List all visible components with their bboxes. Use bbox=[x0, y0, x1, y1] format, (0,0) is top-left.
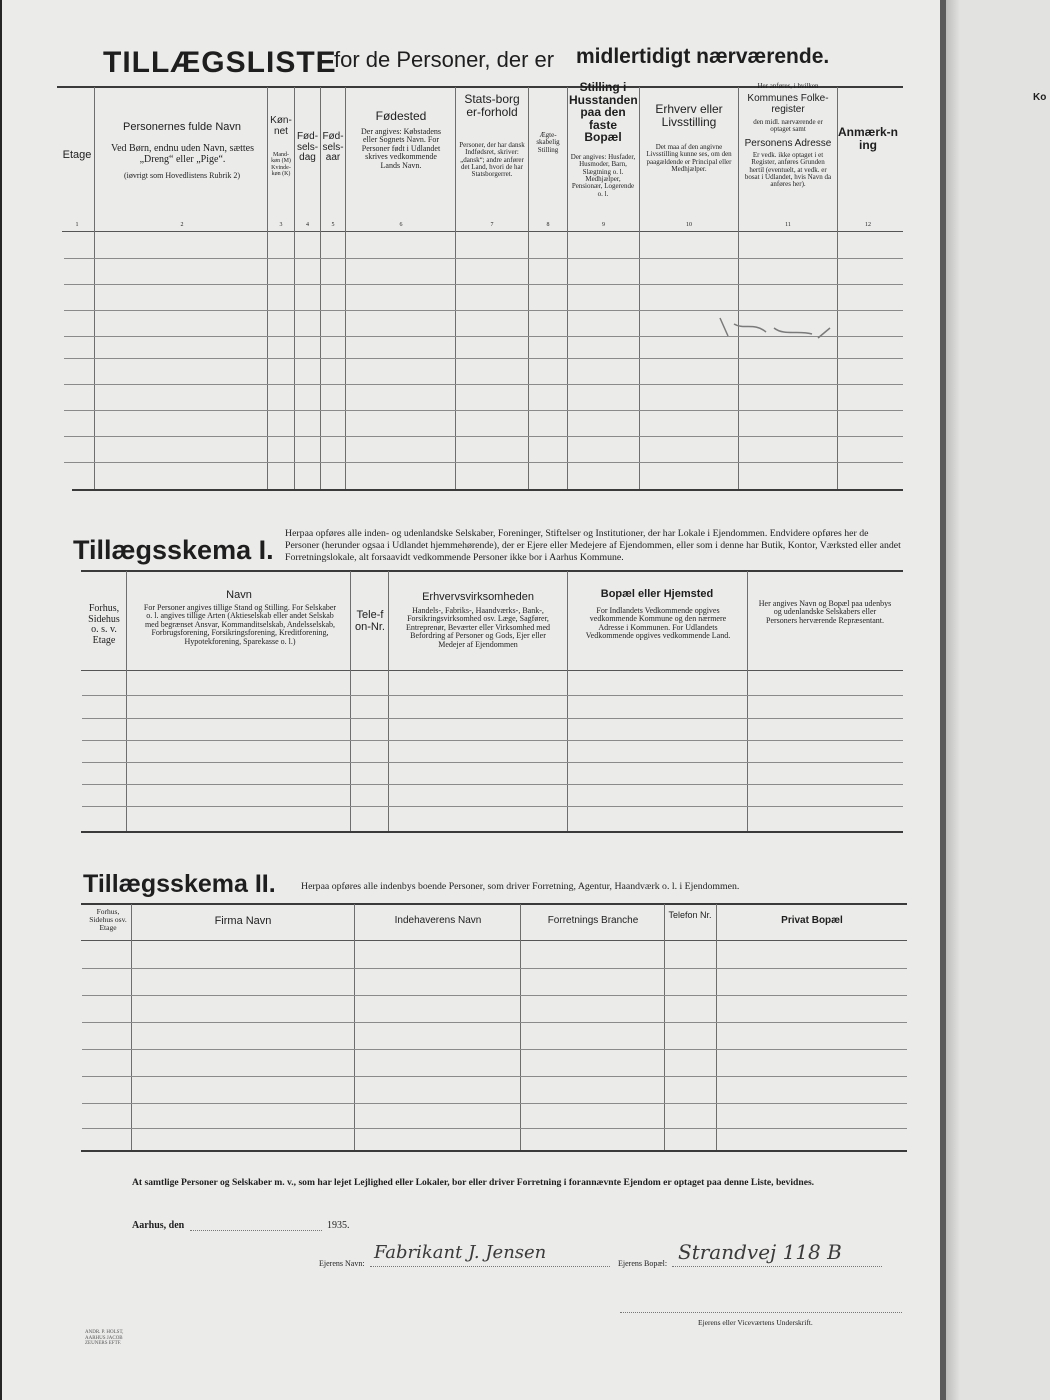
col-divider bbox=[716, 904, 717, 1150]
printer-imprint: ANDR. P. HOLST, AARHUS JACOB ZEUNERS EFTF. bbox=[85, 1330, 124, 1346]
col-address-note: Er vedk. ikke optaget i et Register, anføres Grunden hertil (eventuelt, at vedk. er bosat i Udlandet, hvis Navn da anføres her). bbox=[744, 151, 832, 189]
schema2-col-indehaver: Indehaverens Navn bbox=[394, 915, 482, 926]
owner-name-handwritten: Fabrikant J. Jensen bbox=[374, 1242, 547, 1263]
col-register-mid: den midl. nærværende er optaget samt bbox=[753, 118, 823, 134]
facing-page-edge bbox=[946, 0, 960, 1400]
col-citizenship-heading: Stats-borger-forhold bbox=[464, 92, 520, 119]
col-birthplace-note: Der angives: Købstadens eller Sognets Navn. For Personer født i Udlandet skrives vedkommende Lands Navn. bbox=[361, 127, 441, 170]
schema1-col-repr: Her angives Navn og Bopæl paa udenbys og udenlandske Selskabers eller Personers herværende Repræsentant. bbox=[758, 599, 892, 625]
col-address-heading: Personens Adresse bbox=[744, 138, 832, 149]
col-divider bbox=[639, 87, 640, 489]
col-marital-heading: Ægte-skabelig Stilling bbox=[536, 131, 560, 154]
census-sheet bbox=[2, 0, 940, 1400]
row-line bbox=[64, 436, 903, 437]
col-number: 10 bbox=[686, 222, 692, 228]
pen-scribble-mark bbox=[714, 310, 839, 350]
row-line bbox=[82, 1128, 907, 1129]
row-line bbox=[82, 1076, 907, 1077]
signature-label: Ejerens eller Viceværtens Underskrift. bbox=[698, 1318, 813, 1327]
schema1-col-erhverv: Erhvervsvirksomheden bbox=[422, 591, 534, 603]
facing-page bbox=[946, 0, 1050, 1400]
col-divider bbox=[131, 904, 132, 1150]
main-list-title: TILLÆGSLISTE bbox=[103, 46, 337, 79]
row-line bbox=[82, 968, 907, 969]
schema1-col-navn: Navn bbox=[226, 589, 252, 601]
schema2-col-telefon: Telefon Nr. bbox=[668, 910, 712, 920]
schema2-top-rule bbox=[81, 903, 907, 905]
col-birthyear-heading: Fød-sels-aar bbox=[322, 131, 344, 163]
schema2-col-bopael: Privat Bopæl bbox=[781, 915, 843, 926]
col-divider bbox=[520, 904, 521, 1150]
col-number: 12 bbox=[865, 222, 871, 228]
main-list-bottom-rule bbox=[72, 489, 903, 491]
main-list-header-rule bbox=[62, 231, 903, 232]
facing-page-fragment: Ko bbox=[1033, 92, 1047, 103]
col-household-note: Der angives: Husfader, Husmoder, Barn, Slægtning o. l. Medhjælper, Pensionær, Logerende o. l. bbox=[570, 153, 636, 198]
schema1-col-etage: Forhus, Sidehus o. s. v. Etage bbox=[88, 603, 120, 646]
col-occupation-heading: Erhverv eller Livsstilling bbox=[655, 102, 723, 129]
col-number: 3 bbox=[279, 222, 283, 228]
col-number: 1 bbox=[75, 222, 79, 228]
owner-address-label: Ejerens Bopæl: bbox=[618, 1259, 668, 1268]
col-number: 9 bbox=[602, 222, 605, 228]
main-list-subtitle-a: for de Personer, der er bbox=[334, 47, 555, 72]
col-divider bbox=[747, 571, 748, 831]
schema1-title: Tillægsskema I. bbox=[73, 535, 274, 565]
col-divider bbox=[388, 571, 389, 831]
col-birthplace-heading: Fødested bbox=[375, 109, 427, 123]
col-divider bbox=[350, 571, 351, 831]
schema2-col-etage: Forhus, Sidehus osv. Etage bbox=[89, 907, 127, 932]
row-line bbox=[82, 740, 903, 741]
col-remark-heading: Anmærk-ning bbox=[838, 125, 899, 152]
owner-name-line bbox=[370, 1266, 610, 1267]
col-household-heading: Stilling i Husstanden paa den faste Bopæl bbox=[569, 80, 638, 145]
schema1-top-rule bbox=[81, 570, 903, 572]
col-occupation-note: Det maa af den angivne Livsstilling kunne ses, om den paagældende er Principal eller Medhjælper. bbox=[646, 143, 732, 174]
schema1-col-bopael-note: For Indlandets Vedkommende opgives vedkommende Kommune og den nærmere Adresse i Kommunen. For Udlandets Vedkommende opgives vedkommende Land. bbox=[585, 606, 731, 641]
owner-address-line bbox=[672, 1266, 882, 1267]
schema2-col-firma: Firma Navn bbox=[214, 915, 272, 927]
place-label: Aarhus, den bbox=[132, 1220, 185, 1231]
schema2-header-rule bbox=[81, 940, 907, 941]
col-divider bbox=[567, 571, 568, 831]
schema2-intro: Herpaa opføres alle indenbys boende Personer, som driver Forretning, Agentur, Haandværk o. l. i Ejendommen. bbox=[301, 881, 740, 892]
row-line bbox=[82, 695, 903, 696]
col-number: 2 bbox=[180, 222, 184, 228]
row-line bbox=[82, 784, 903, 785]
col-number: 11 bbox=[785, 222, 791, 228]
schema1-bottom-rule bbox=[81, 831, 903, 833]
col-divider bbox=[567, 87, 568, 489]
row-line bbox=[82, 1022, 907, 1023]
row-line bbox=[82, 1103, 907, 1104]
owner-name-label: Ejerens Navn: bbox=[319, 1259, 365, 1268]
col-register-top: Her anføres, i hvilken bbox=[757, 82, 819, 90]
schema1-col-erhverv-note: Handels-, Fabriks-, Haandværks-, Bank-, Forsikringsvirksomhed osv. Læge, Sagfører, Entreprenør, Beværter eller Virksomhed med Befordring af Personer og Gods, Ejer eller Medejer af Ejendommen bbox=[405, 606, 551, 649]
main-list-subtitle-b: midlertidigt nærværende. bbox=[576, 45, 830, 68]
col-citizenship-note: Personer, der har dansk Indfødsret, skriver: „dansk“; andre anfører det Land, hvori de har Statsborgerret. bbox=[459, 141, 525, 179]
col-number: 8 bbox=[546, 222, 550, 228]
col-number: 6 bbox=[399, 222, 403, 228]
col-divider bbox=[455, 87, 456, 489]
row-line bbox=[64, 410, 903, 411]
row-line bbox=[64, 462, 903, 463]
signature-line bbox=[620, 1312, 902, 1313]
schema1-intro: Herpaa opføres alle inden- og udenlandske Selskaber, Foreninger, Stiftelser og Institutioner, der har Lokale i Ejendommen. Endvidere opføres her de Personer (herunder ogsaa i Udlandet hjemmehørende), der er Ejere eller Medejere af Ejendommen, eller som i denne har Butik, Kontor, Værksted eller andet Forretningslokale, alt forsaavidt vedkommende Personer ikke bor i Aarhus Kommune. bbox=[285, 528, 901, 564]
row-line bbox=[82, 806, 903, 807]
col-divider bbox=[354, 904, 355, 1150]
col-etage-heading: Etage bbox=[62, 149, 92, 161]
col-divider bbox=[126, 571, 127, 831]
row-line bbox=[82, 762, 903, 763]
col-number: 5 bbox=[331, 222, 335, 228]
row-line bbox=[64, 384, 903, 385]
row-line bbox=[82, 718, 903, 719]
schema1-col-telefon: Tele-fon-Nr. bbox=[355, 609, 385, 633]
schema2-title: Tillægsskema II. bbox=[83, 870, 276, 898]
col-divider bbox=[94, 87, 95, 489]
col-register-heading: Kommunes Folke-register bbox=[747, 93, 829, 115]
col-divider bbox=[345, 87, 346, 489]
col-divider bbox=[664, 904, 665, 1150]
schema1-col-navn-note: For Personer angives tillige Stand og Stilling. For Selskaber o. l. angives tillige Arten (Aktieselskab eller andet Selskab med begrænset Ansvar, Kommanditselskab, Andelsselskab, Forbrugsforening, Forsikringsforening, Kreditforening, Hypotekforening, Sparekasse o. l.) bbox=[143, 603, 337, 646]
row-line bbox=[64, 284, 903, 285]
col-name-heading: Personernes fulde Navn bbox=[122, 121, 241, 133]
owner-address-handwritten: Strandvej 118 B bbox=[678, 1240, 842, 1264]
col-divider bbox=[267, 87, 268, 489]
schema1-header-rule bbox=[81, 670, 903, 671]
col-name-note-2: (iøvrigt som Hovedlistens Rubrik 2) bbox=[124, 171, 240, 180]
row-line bbox=[82, 1049, 907, 1050]
col-sex-heading: Køn-net bbox=[270, 115, 292, 137]
attestation-text: At samtlige Personer og Selskaber m. v., som har lejet Lejlighed eller Lokaler, bor eller driver Forretning i forannævnte Ejendom er optaget paa denne Liste, bevidnes. bbox=[132, 1177, 815, 1188]
col-number: 4 bbox=[306, 222, 309, 228]
col-sex-note: Mand-køn (M) Kvinde-køn (K) bbox=[271, 152, 291, 177]
col-number: 7 bbox=[490, 222, 494, 228]
schema2-col-branche: Forretnings Branche bbox=[547, 915, 639, 926]
col-name-note: Ved Børn, endnu uden Navn, sættes „Dreng“ eller „Pige“. bbox=[110, 143, 255, 165]
row-line bbox=[64, 358, 903, 359]
year-label: 1935. bbox=[327, 1220, 350, 1231]
row-line bbox=[64, 258, 903, 259]
row-line bbox=[82, 995, 907, 996]
schema2-bottom-rule bbox=[81, 1150, 907, 1152]
col-birthday-heading: Fød-sels-dag bbox=[296, 131, 319, 163]
schema1-col-bopael: Bopæl eller Hjemsted bbox=[600, 588, 714, 600]
date-dotted-line bbox=[190, 1230, 322, 1231]
